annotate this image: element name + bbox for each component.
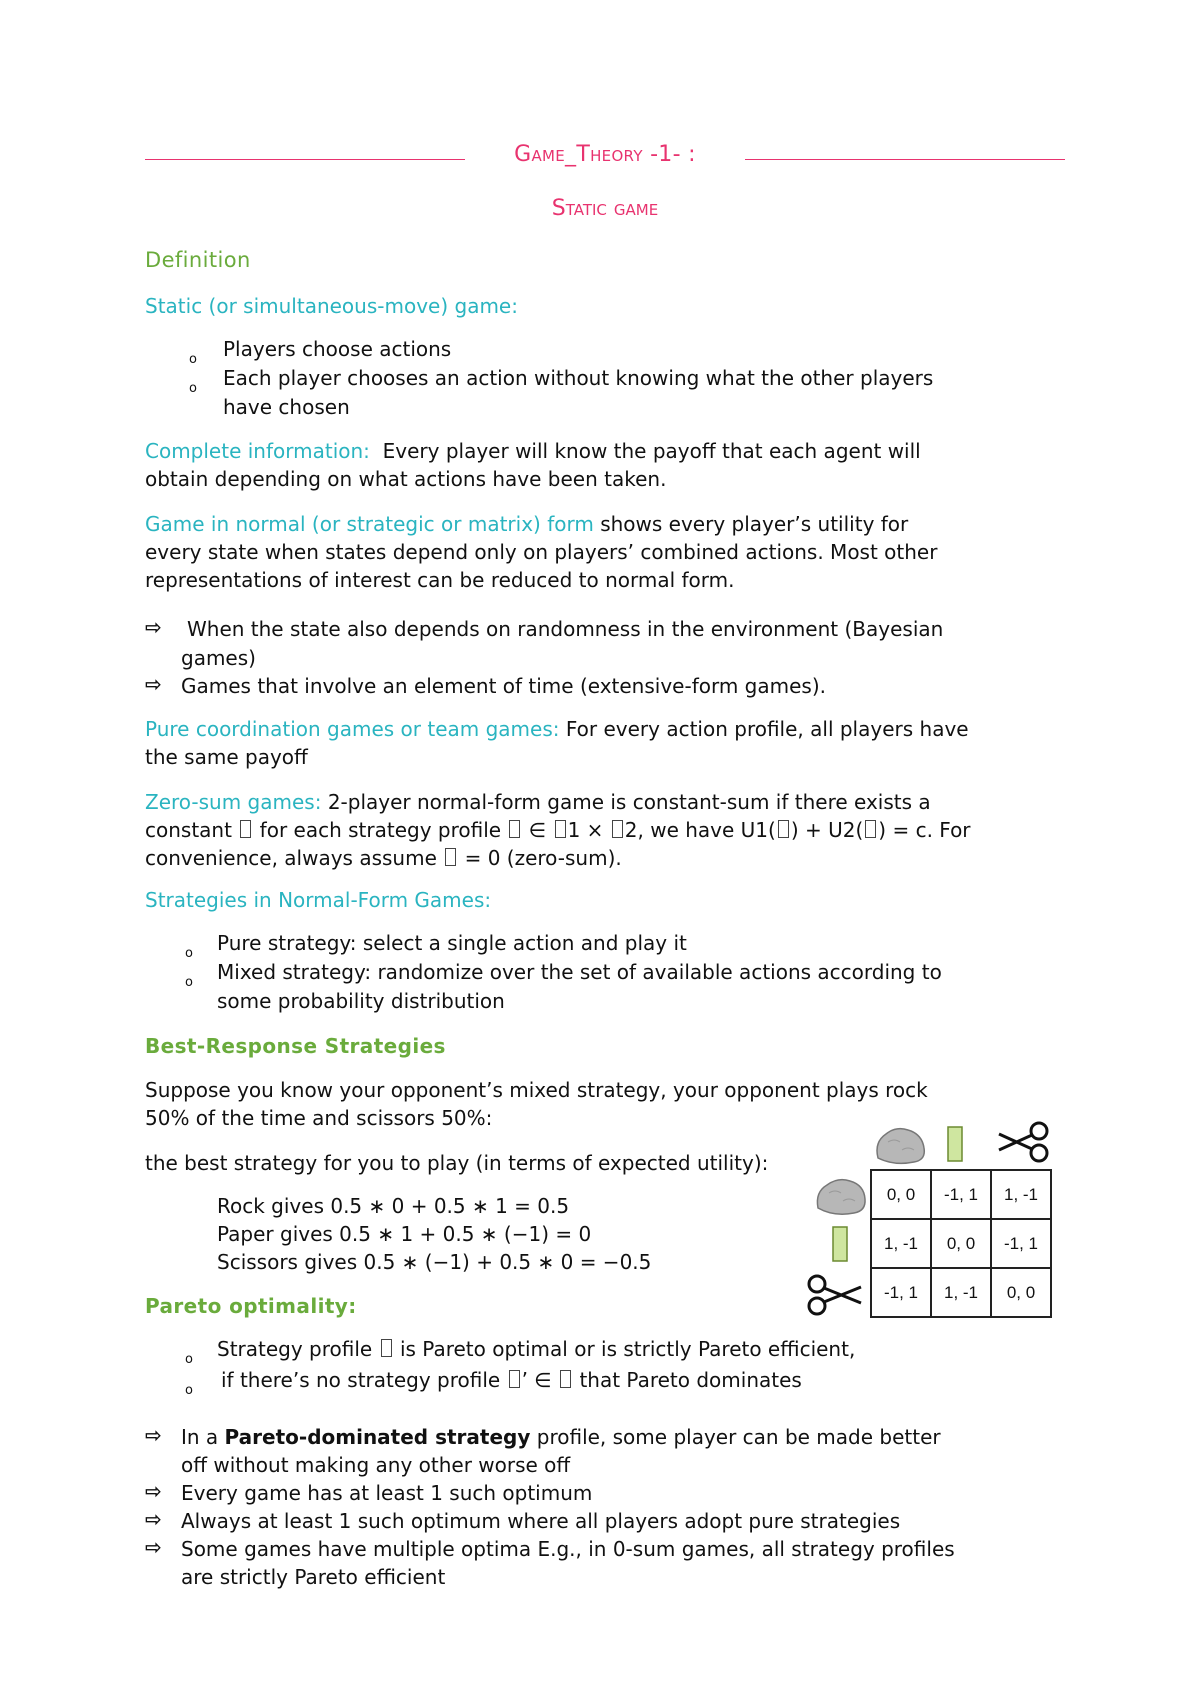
pareto-text: Strategy profile <box>217 1337 373 1361</box>
complete-info-line2: obtain depending on what actions have been taken. <box>145 467 667 491</box>
missing-glyph-box <box>612 820 623 838</box>
matrix-cell: 0, 0 <box>931 1219 991 1268</box>
matrix-row <box>871 1219 1051 1268</box>
matrix-cell: 1, -1 <box>871 1219 931 1268</box>
matrix-cell: 1, -1 <box>931 1268 991 1317</box>
zero-sum-text: 2, we have U1( <box>624 818 776 842</box>
pure-coord-line1: For every action profile, all players have <box>565 717 969 741</box>
pareto-arrow-2: Every game has at least 1 such optimum <box>181 1481 593 1505</box>
zero-sum-line1: 2-player normal-form game is constant-sum if there exists a <box>327 790 931 814</box>
bullet-o: o <box>189 352 197 367</box>
pareto-arrow-3: Always at least 1 such optimum where all players adopt pure strategies <box>181 1509 901 1533</box>
best-response-line1: Suppose you know your opponent’s mixed strategy, your opponent plays rock <box>145 1078 928 1102</box>
complete-info-line1: Every player will know the payoff that each agent will <box>382 439 921 463</box>
normal-form-arrow-1: When the state also depends on randomness in the environment (Bayesian <box>187 617 944 641</box>
bullet-o: o <box>185 975 193 990</box>
paper-icon <box>945 1124 965 1164</box>
payoff-matrix <box>870 1169 1052 1318</box>
zero-sum-text: = 0 (zero-sum). <box>464 846 622 870</box>
zero-sum-text: ) + U2( <box>790 818 864 842</box>
matrix-cell: 0, 0 <box>871 1170 931 1219</box>
arrow-icon: ⇨ <box>145 1423 162 1447</box>
pareto-text: profile, some player can be made better <box>536 1425 941 1449</box>
missing-glyph-box <box>381 1339 392 1357</box>
pareto-bullet-1 <box>217 1335 855 1363</box>
pareto-arrow-4-cont: are strictly Pareto efficient <box>181 1565 446 1589</box>
normal-form-arrow-1-cont: games) <box>181 646 256 670</box>
calc-scissors: Scissors gives 0.5 ∗ (−1) + 0.5 ∗ 0 = −0.5 <box>217 1250 652 1274</box>
scissors-icon <box>995 1120 1055 1165</box>
missing-glyph-box <box>445 848 456 866</box>
zero-sum-term: Zero-sum games: <box>145 790 322 814</box>
arrow-icon: ⇨ <box>145 1535 162 1559</box>
strategies-term: Strategies in Normal-Form Games: <box>145 888 492 912</box>
arrow-icon: ⇨ <box>145 615 162 639</box>
matrix-cell: -1, 1 <box>931 1170 991 1219</box>
scissors-icon <box>805 1273 865 1318</box>
missing-glyph-box <box>240 820 251 838</box>
zero-sum-para <box>145 788 1075 872</box>
best-response-para <box>145 1076 1075 1132</box>
matrix-row <box>871 1170 1051 1219</box>
static-bullet-1: Players choose actions <box>223 337 452 361</box>
matrix-cell: -1, 1 <box>991 1219 1051 1268</box>
pareto-text: is Pareto optimal or is strictly Pareto efficient, <box>399 1337 856 1361</box>
pure-coord-term: Pure coordination games or team games: <box>145 717 560 741</box>
complete-info-term: Complete information: <box>145 439 370 463</box>
complete-info-para <box>145 437 1075 493</box>
pareto-arrow-1-cont: off without making any other worse off <box>181 1453 571 1477</box>
pareto-bold-term: Pareto-dominated strategy <box>224 1425 531 1449</box>
missing-glyph-box <box>778 820 789 838</box>
zero-sum-text: 1 × <box>567 818 604 842</box>
missing-glyph-box <box>560 1370 571 1388</box>
strategies-bullet-2: Mixed strategy: randomize over the set of available actions according to <box>217 960 942 984</box>
bullet-o: o <box>189 381 197 396</box>
normal-form-arrow-2: Games that involve an element of time (extensive-form games). <box>181 674 826 698</box>
matrix-cell: -1, 1 <box>871 1268 931 1317</box>
normal-form-line3: representations of interest can be reduced to normal form. <box>145 568 735 592</box>
static-bullet-2: Each player chooses an action without knowing what the other players <box>223 366 934 390</box>
missing-glyph-box <box>555 820 566 838</box>
bullet-o: o <box>185 1383 193 1398</box>
normal-form-line2: every state when states depend only on players’ combined actions. Most other <box>145 540 938 564</box>
calc-paper: Paper gives 0.5 ∗ 1 + 0.5 ∗ (−1) = 0 <box>217 1222 592 1246</box>
strategies-bullet-1: Pure strategy: select a single action and play it <box>217 931 687 955</box>
missing-glyph-box <box>509 1370 520 1388</box>
page-title: Game_Theory -1- : <box>514 142 696 167</box>
zero-sum-text: ) = c. For <box>878 818 971 842</box>
arrow-icon: ⇨ <box>145 1507 162 1531</box>
best-response-line3: the best strategy for you to play (in terms of expected utility): <box>145 1151 769 1175</box>
pure-coord-line2: the same payoff <box>145 745 308 769</box>
definition-heading: Definition <box>145 248 251 272</box>
matrix-row <box>871 1268 1051 1317</box>
arrow-icon: ⇨ <box>145 1479 162 1503</box>
zero-sum-text: ∈ <box>528 818 547 842</box>
static-game-term: Static (or simultaneous-move) game: <box>145 294 518 318</box>
normal-form-para <box>145 510 1075 594</box>
pareto-text: if there’s no strategy profile <box>221 1368 501 1392</box>
pareto-heading: Pareto optimality: <box>145 1294 357 1318</box>
missing-glyph-box <box>865 820 876 838</box>
pareto-text: that Pareto dominates <box>579 1368 802 1392</box>
pareto-text: In a <box>181 1425 219 1449</box>
best-response-heading: Best-Response Strategies <box>145 1034 446 1058</box>
missing-glyph-box <box>509 820 520 838</box>
rock-icon <box>870 1122 930 1167</box>
page-subtitle: Static game <box>551 196 659 221</box>
calc-rock: Rock gives 0.5 ∗ 0 + 0.5 ∗ 1 = 0.5 <box>217 1194 570 1218</box>
arrow-icon: ⇨ <box>145 672 162 696</box>
zero-sum-text: convenience, always assume <box>145 846 437 870</box>
rock-icon <box>812 1174 870 1218</box>
matrix-cell: 0, 0 <box>991 1268 1051 1317</box>
pareto-arrow-1 <box>181 1423 941 1451</box>
bullet-o: o <box>185 946 193 961</box>
paper-icon <box>830 1224 850 1264</box>
pareto-text: ’ ∈ <box>521 1368 552 1392</box>
pure-coord-para <box>145 715 1075 771</box>
static-bullet-2-cont: have chosen <box>223 395 350 419</box>
zero-sum-text: for each strategy profile <box>259 818 502 842</box>
matrix-cell: 1, -1 <box>991 1170 1051 1219</box>
title-row <box>145 142 1065 176</box>
normal-form-line1: shows every player’s utility for <box>600 512 909 536</box>
bullet-o: o <box>185 1352 193 1367</box>
normal-form-term: Game in normal (or strategic or matrix) form <box>145 512 594 536</box>
best-response-line2: 50% of the time and scissors 50%: <box>145 1106 493 1130</box>
pareto-bullet-2 <box>221 1366 802 1394</box>
pareto-arrow-4: Some games have multiple optima E.g., in 0-sum games, all strategy profiles <box>181 1537 955 1561</box>
zero-sum-text: constant <box>145 818 232 842</box>
strategies-bullet-2-cont: some probability distribution <box>217 989 505 1013</box>
